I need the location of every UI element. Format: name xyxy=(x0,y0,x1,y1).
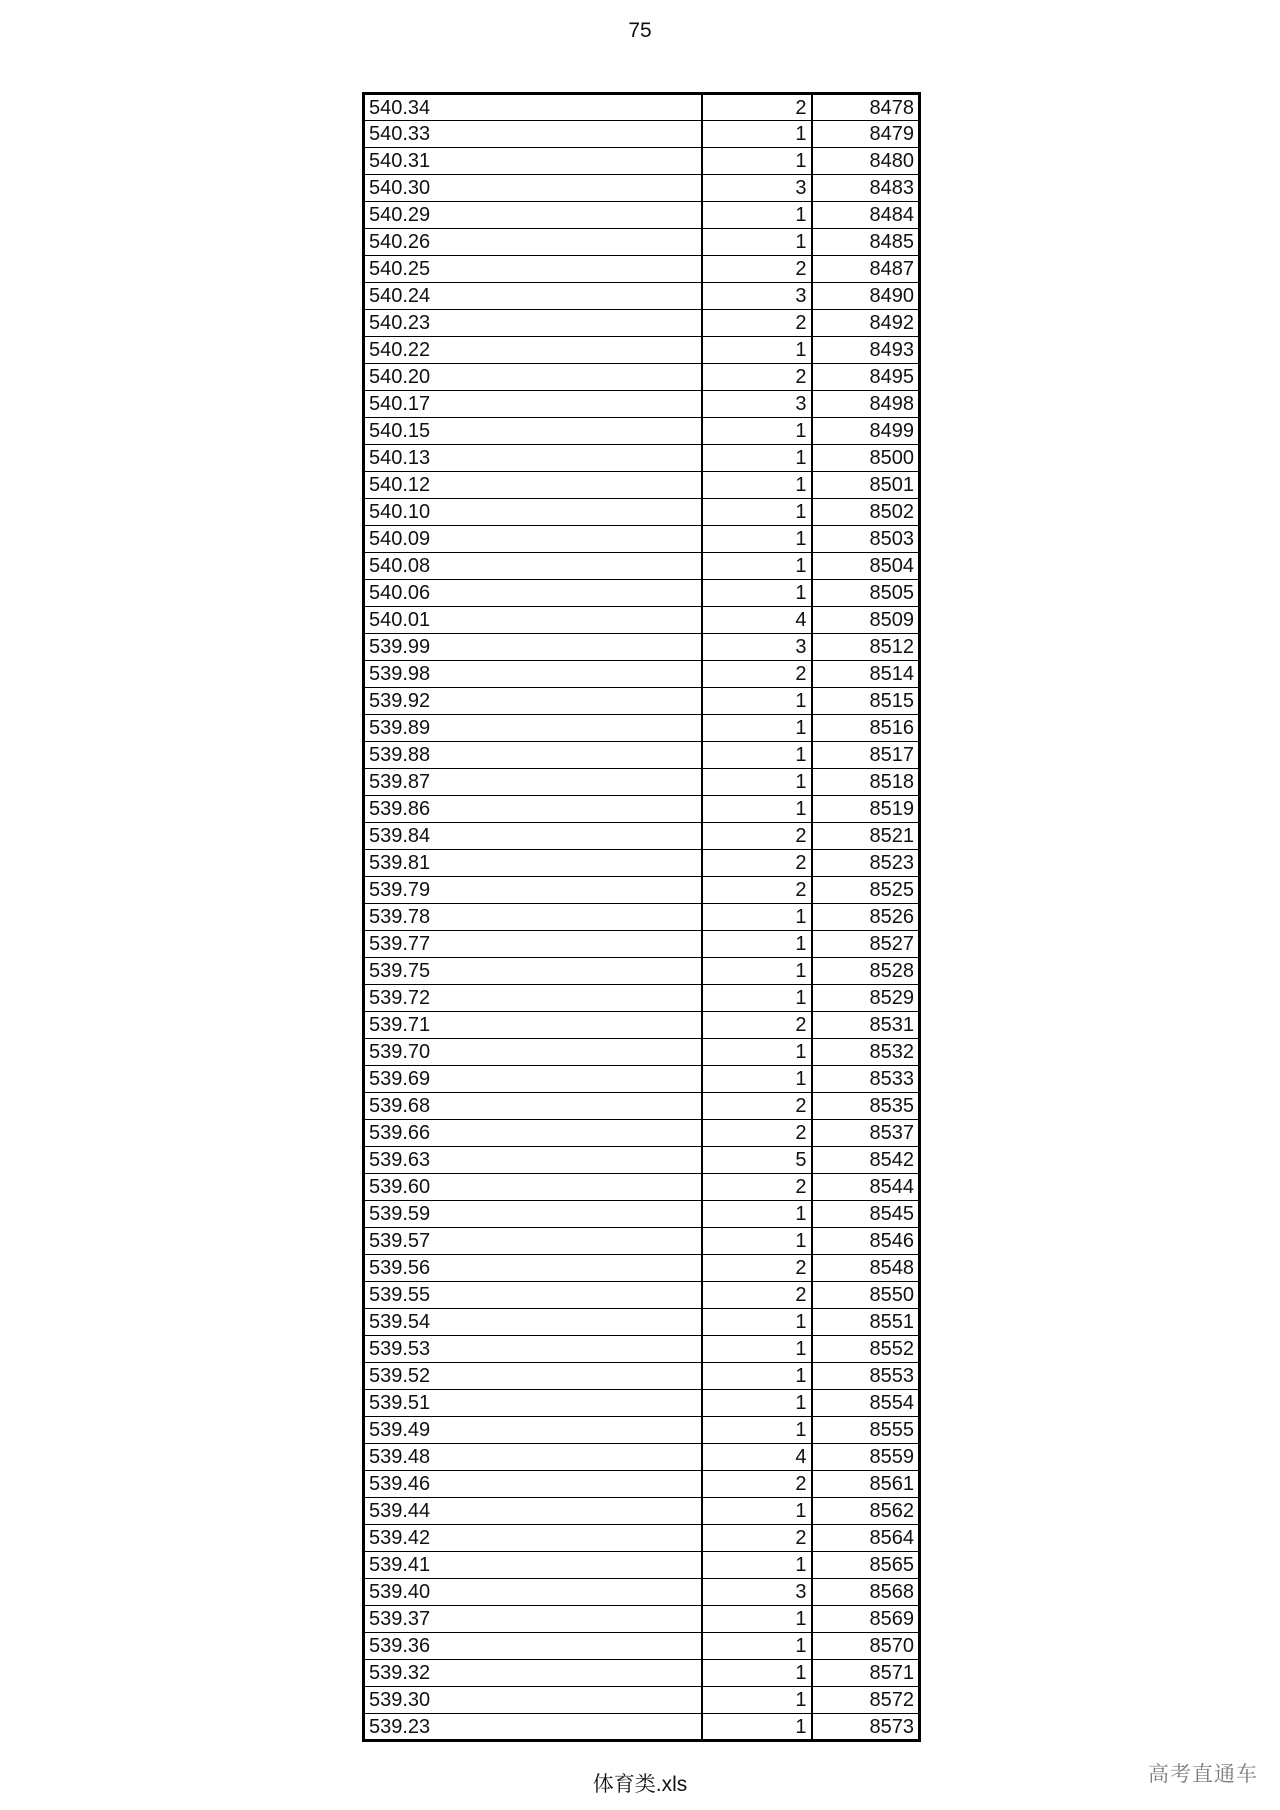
count-cell: 1 xyxy=(702,445,812,472)
count-cell: 1 xyxy=(702,1660,812,1687)
count-cell: 3 xyxy=(702,391,812,418)
cumulative-cell: 8559 xyxy=(812,1444,920,1471)
score-cell: 539.92 xyxy=(364,688,702,715)
table-row xyxy=(364,1687,920,1714)
count-cell: 1 xyxy=(702,1066,812,1093)
count-cell: 2 xyxy=(702,256,812,283)
score-cell: 539.49 xyxy=(364,1417,702,1444)
count-cell: 4 xyxy=(702,607,812,634)
score-cell: 539.44 xyxy=(364,1498,702,1525)
score-cell: 539.60 xyxy=(364,1174,702,1201)
score-cell: 540.29 xyxy=(364,202,702,229)
score-cell: 539.37 xyxy=(364,1606,702,1633)
count-cell: 1 xyxy=(702,1498,812,1525)
table-row xyxy=(364,229,920,256)
score-cell: 540.13 xyxy=(364,445,702,472)
cumulative-cell: 8531 xyxy=(812,1012,920,1039)
table-row xyxy=(364,337,920,364)
cumulative-cell: 8480 xyxy=(812,148,920,175)
score-cell: 539.41 xyxy=(364,1552,702,1579)
score-cell: 540.33 xyxy=(364,121,702,148)
table-row xyxy=(364,877,920,904)
cumulative-cell: 8533 xyxy=(812,1066,920,1093)
score-cell: 539.52 xyxy=(364,1363,702,1390)
cumulative-cell: 8552 xyxy=(812,1336,920,1363)
cumulative-cell: 8487 xyxy=(812,256,920,283)
score-cell: 540.06 xyxy=(364,580,702,607)
cumulative-cell: 8561 xyxy=(812,1471,920,1498)
count-cell: 1 xyxy=(702,526,812,553)
table-row xyxy=(364,391,920,418)
count-cell: 3 xyxy=(702,1579,812,1606)
score-cell: 539.89 xyxy=(364,715,702,742)
table-row xyxy=(364,1120,920,1147)
score-cell: 539.68 xyxy=(364,1093,702,1120)
score-cell: 539.54 xyxy=(364,1309,702,1336)
table-row xyxy=(364,1282,920,1309)
table-row xyxy=(364,688,920,715)
score-cell: 540.26 xyxy=(364,229,702,256)
cumulative-cell: 8568 xyxy=(812,1579,920,1606)
cumulative-cell: 8515 xyxy=(812,688,920,715)
count-cell: 3 xyxy=(702,175,812,202)
count-cell: 2 xyxy=(702,310,812,337)
table-row xyxy=(364,175,920,202)
score-cell: 539.71 xyxy=(364,1012,702,1039)
cumulative-cell: 8527 xyxy=(812,931,920,958)
cumulative-cell: 8498 xyxy=(812,391,920,418)
table-row xyxy=(364,1012,920,1039)
count-cell: 1 xyxy=(702,553,812,580)
table-row xyxy=(364,904,920,931)
cumulative-cell: 8564 xyxy=(812,1525,920,1552)
table-row xyxy=(364,1525,920,1552)
score-table xyxy=(362,92,921,1742)
score-cell: 539.69 xyxy=(364,1066,702,1093)
table-row xyxy=(364,1417,920,1444)
count-cell: 1 xyxy=(702,1309,812,1336)
score-cell: 539.70 xyxy=(364,1039,702,1066)
table-row xyxy=(364,580,920,607)
count-cell: 2 xyxy=(702,850,812,877)
count-cell: 1 xyxy=(702,1201,812,1228)
table-row xyxy=(364,985,920,1012)
cumulative-cell: 8535 xyxy=(812,1093,920,1120)
footer-filename: 体育类.xls xyxy=(592,1773,688,1796)
table-row xyxy=(364,1390,920,1417)
cumulative-cell: 8532 xyxy=(812,1039,920,1066)
cumulative-cell: 8484 xyxy=(812,202,920,229)
cumulative-cell: 8545 xyxy=(812,1201,920,1228)
cumulative-cell: 8573 xyxy=(812,1714,920,1741)
score-cell: 540.17 xyxy=(364,391,702,418)
count-cell: 3 xyxy=(702,283,812,310)
cumulative-cell: 8572 xyxy=(812,1687,920,1714)
table-row xyxy=(364,1039,920,1066)
cumulative-cell: 8525 xyxy=(812,877,920,904)
cumulative-cell: 8519 xyxy=(812,796,920,823)
score-cell: 540.25 xyxy=(364,256,702,283)
count-cell: 2 xyxy=(702,1282,812,1309)
count-cell: 1 xyxy=(702,229,812,256)
score-cell: 539.59 xyxy=(364,1201,702,1228)
cumulative-cell: 8528 xyxy=(812,958,920,985)
score-cell: 539.53 xyxy=(364,1336,702,1363)
table-row xyxy=(364,1606,920,1633)
cumulative-cell: 8570 xyxy=(812,1633,920,1660)
count-cell: 2 xyxy=(702,364,812,391)
cumulative-cell: 8485 xyxy=(812,229,920,256)
table-row xyxy=(364,1255,920,1282)
score-cell: 539.46 xyxy=(364,1471,702,1498)
table-row xyxy=(364,715,920,742)
cumulative-cell: 8495 xyxy=(812,364,920,391)
score-cell: 539.77 xyxy=(364,931,702,958)
cumulative-cell: 8516 xyxy=(812,715,920,742)
score-cell: 539.42 xyxy=(364,1525,702,1552)
score-cell: 539.40 xyxy=(364,1579,702,1606)
table-row xyxy=(364,1309,920,1336)
cumulative-cell: 8571 xyxy=(812,1660,920,1687)
cumulative-cell: 8512 xyxy=(812,634,920,661)
table-row xyxy=(364,526,920,553)
count-cell: 1 xyxy=(702,1417,812,1444)
count-cell: 2 xyxy=(702,1525,812,1552)
count-cell: 1 xyxy=(702,1228,812,1255)
score-cell: 540.34 xyxy=(364,94,702,121)
table-row xyxy=(364,931,920,958)
count-cell: 1 xyxy=(702,1552,812,1579)
count-cell: 1 xyxy=(702,715,812,742)
table-row xyxy=(364,796,920,823)
count-cell: 1 xyxy=(702,1390,812,1417)
cumulative-cell: 8542 xyxy=(812,1147,920,1174)
count-cell: 1 xyxy=(702,1336,812,1363)
table-row xyxy=(364,1228,920,1255)
table-row xyxy=(364,1066,920,1093)
score-cell: 539.78 xyxy=(364,904,702,931)
count-cell: 4 xyxy=(702,1444,812,1471)
table-row xyxy=(364,850,920,877)
table-row xyxy=(364,1174,920,1201)
table-row xyxy=(364,364,920,391)
score-cell: 539.30 xyxy=(364,1687,702,1714)
count-cell: 2 xyxy=(702,94,812,121)
count-cell: 2 xyxy=(702,1093,812,1120)
watermark: 高考直通车 xyxy=(1148,1763,1258,1786)
page-number: 75 xyxy=(628,19,652,42)
score-cell: 539.36 xyxy=(364,1633,702,1660)
cumulative-cell: 8517 xyxy=(812,742,920,769)
table-row xyxy=(364,310,920,337)
cumulative-cell: 8554 xyxy=(812,1390,920,1417)
cumulative-cell: 8555 xyxy=(812,1417,920,1444)
table-row xyxy=(364,1336,920,1363)
table-row xyxy=(364,1579,920,1606)
table-row xyxy=(364,121,920,148)
table-row xyxy=(364,1363,920,1390)
score-cell: 540.20 xyxy=(364,364,702,391)
table-row xyxy=(364,1201,920,1228)
count-cell: 1 xyxy=(702,1633,812,1660)
score-cell: 540.30 xyxy=(364,175,702,202)
cumulative-cell: 8502 xyxy=(812,499,920,526)
table-row xyxy=(364,1147,920,1174)
table-row xyxy=(364,148,920,175)
table-row xyxy=(364,634,920,661)
table-row xyxy=(364,1633,920,1660)
cumulative-cell: 8526 xyxy=(812,904,920,931)
table-row xyxy=(364,472,920,499)
count-cell: 1 xyxy=(702,742,812,769)
count-cell: 1 xyxy=(702,472,812,499)
score-cell: 539.63 xyxy=(364,1147,702,1174)
table-row xyxy=(364,499,920,526)
score-cell: 539.32 xyxy=(364,1660,702,1687)
table-row xyxy=(364,1093,920,1120)
count-cell: 2 xyxy=(702,1174,812,1201)
score-cell: 539.66 xyxy=(364,1120,702,1147)
score-cell: 540.31 xyxy=(364,148,702,175)
cumulative-cell: 8529 xyxy=(812,985,920,1012)
count-cell: 2 xyxy=(702,1471,812,1498)
cumulative-cell: 8569 xyxy=(812,1606,920,1633)
score-cell: 539.72 xyxy=(364,985,702,1012)
score-cell: 540.15 xyxy=(364,418,702,445)
count-cell: 1 xyxy=(702,1039,812,1066)
count-cell: 1 xyxy=(702,499,812,526)
cumulative-cell: 8514 xyxy=(812,661,920,688)
table-row xyxy=(364,553,920,580)
count-cell: 5 xyxy=(702,1147,812,1174)
score-cell: 540.01 xyxy=(364,607,702,634)
cumulative-cell: 8503 xyxy=(812,526,920,553)
cumulative-cell: 8501 xyxy=(812,472,920,499)
score-cell: 539.56 xyxy=(364,1255,702,1282)
count-cell: 2 xyxy=(702,1120,812,1147)
table-row xyxy=(364,769,920,796)
cumulative-cell: 8493 xyxy=(812,337,920,364)
count-cell: 1 xyxy=(702,688,812,715)
table-row xyxy=(364,1471,920,1498)
cumulative-cell: 8562 xyxy=(812,1498,920,1525)
score-cell: 540.23 xyxy=(364,310,702,337)
cumulative-cell: 8518 xyxy=(812,769,920,796)
cumulative-cell: 8553 xyxy=(812,1363,920,1390)
score-cell: 539.86 xyxy=(364,796,702,823)
score-cell: 539.81 xyxy=(364,850,702,877)
table-row xyxy=(364,1714,920,1741)
score-cell: 540.12 xyxy=(364,472,702,499)
cumulative-cell: 8479 xyxy=(812,121,920,148)
count-cell: 1 xyxy=(702,418,812,445)
score-cell: 540.10 xyxy=(364,499,702,526)
score-cell: 539.23 xyxy=(364,1714,702,1741)
count-cell: 3 xyxy=(702,634,812,661)
count-cell: 1 xyxy=(702,931,812,958)
count-cell: 2 xyxy=(702,661,812,688)
cumulative-cell: 8551 xyxy=(812,1309,920,1336)
cumulative-cell: 8483 xyxy=(812,175,920,202)
count-cell: 2 xyxy=(702,1255,812,1282)
score-cell: 539.48 xyxy=(364,1444,702,1471)
table-row xyxy=(364,445,920,472)
score-cell: 539.98 xyxy=(364,661,702,688)
score-cell: 539.99 xyxy=(364,634,702,661)
count-cell: 1 xyxy=(702,958,812,985)
cumulative-cell: 8509 xyxy=(812,607,920,634)
table-row xyxy=(364,1552,920,1579)
score-cell: 539.87 xyxy=(364,769,702,796)
count-cell: 1 xyxy=(702,148,812,175)
count-cell: 1 xyxy=(702,202,812,229)
score-cell: 539.55 xyxy=(364,1282,702,1309)
table-row xyxy=(364,742,920,769)
score-table-body xyxy=(364,94,920,1741)
count-cell: 2 xyxy=(702,823,812,850)
table-row xyxy=(364,1498,920,1525)
table-row xyxy=(364,607,920,634)
count-cell: 2 xyxy=(702,877,812,904)
table-row xyxy=(364,418,920,445)
score-cell: 539.57 xyxy=(364,1228,702,1255)
count-cell: 1 xyxy=(702,580,812,607)
cumulative-cell: 8504 xyxy=(812,553,920,580)
score-cell: 539.79 xyxy=(364,877,702,904)
score-cell: 540.22 xyxy=(364,337,702,364)
count-cell: 1 xyxy=(702,769,812,796)
count-cell: 1 xyxy=(702,1606,812,1633)
cumulative-cell: 8550 xyxy=(812,1282,920,1309)
score-cell: 540.24 xyxy=(364,283,702,310)
score-cell: 539.75 xyxy=(364,958,702,985)
cumulative-cell: 8492 xyxy=(812,310,920,337)
score-table-container xyxy=(362,92,918,1742)
score-cell: 540.08 xyxy=(364,553,702,580)
cumulative-cell: 8546 xyxy=(812,1228,920,1255)
score-cell: 539.84 xyxy=(364,823,702,850)
score-cell: 539.88 xyxy=(364,742,702,769)
table-row xyxy=(364,283,920,310)
count-cell: 1 xyxy=(702,904,812,931)
count-cell: 1 xyxy=(702,1714,812,1741)
table-row xyxy=(364,1444,920,1471)
cumulative-cell: 8544 xyxy=(812,1174,920,1201)
cumulative-cell: 8505 xyxy=(812,580,920,607)
count-cell: 1 xyxy=(702,1363,812,1390)
cumulative-cell: 8523 xyxy=(812,850,920,877)
table-row xyxy=(364,1660,920,1687)
cumulative-cell: 8490 xyxy=(812,283,920,310)
table-row xyxy=(364,661,920,688)
count-cell: 1 xyxy=(702,121,812,148)
cumulative-cell: 8500 xyxy=(812,445,920,472)
score-cell: 540.09 xyxy=(364,526,702,553)
cumulative-cell: 8521 xyxy=(812,823,920,850)
count-cell: 1 xyxy=(702,1687,812,1714)
count-cell: 1 xyxy=(702,337,812,364)
cumulative-cell: 8565 xyxy=(812,1552,920,1579)
cumulative-cell: 8499 xyxy=(812,418,920,445)
score-cell: 539.51 xyxy=(364,1390,702,1417)
cumulative-cell: 8548 xyxy=(812,1255,920,1282)
count-cell: 2 xyxy=(702,1012,812,1039)
table-row xyxy=(364,256,920,283)
table-row xyxy=(364,823,920,850)
count-cell: 1 xyxy=(702,985,812,1012)
table-row xyxy=(364,94,920,121)
cumulative-cell: 8478 xyxy=(812,94,920,121)
table-row xyxy=(364,202,920,229)
count-cell: 1 xyxy=(702,796,812,823)
table-row xyxy=(364,958,920,985)
cumulative-cell: 8537 xyxy=(812,1120,920,1147)
